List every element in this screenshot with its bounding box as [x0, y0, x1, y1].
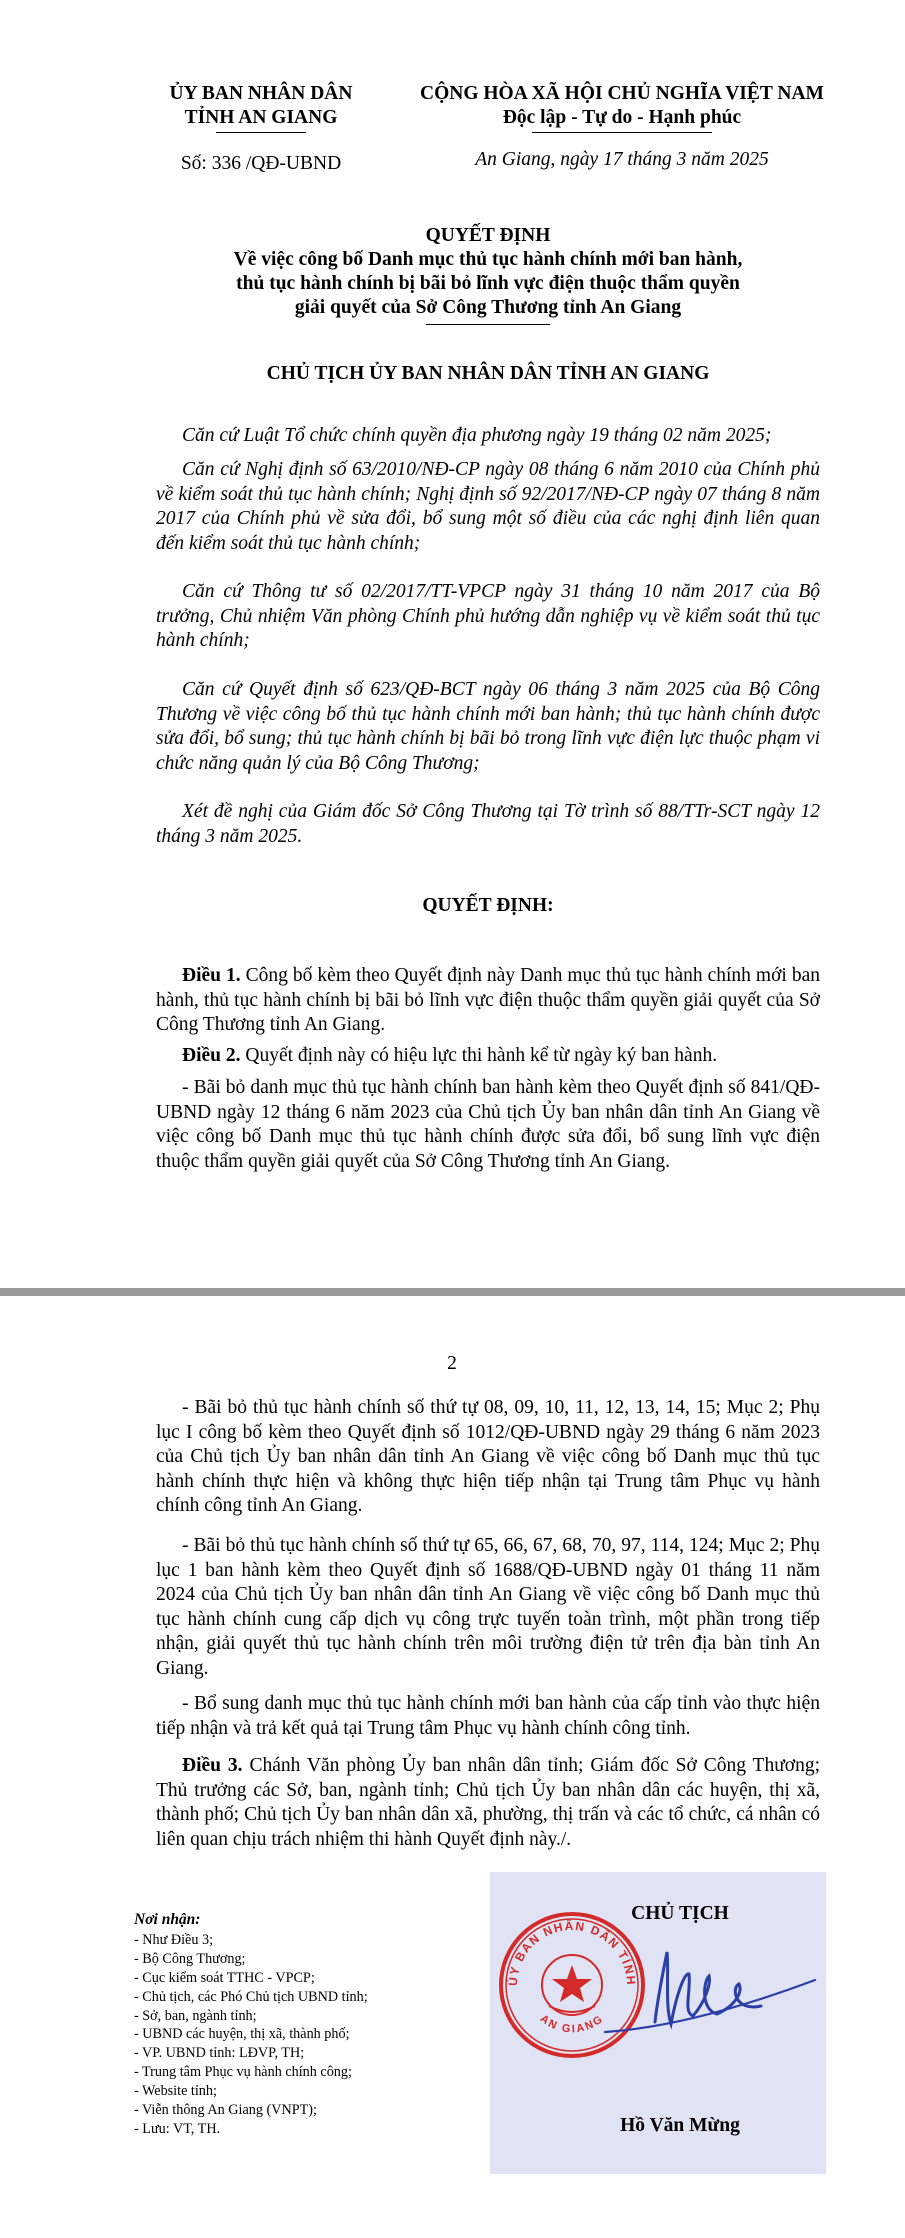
article-1: [156, 964, 820, 1038]
recipient-item: - Website tỉnh;: [134, 2083, 217, 2100]
document-number: Số: 336 /QĐ-UBND: [180, 153, 342, 174]
signer-name: Hồ Văn Mừng: [620, 2115, 740, 2136]
recipient-item: - Cục kiểm soát TTHC - VPCP;: [134, 1969, 315, 1986]
article-1-label: Điều 1.: [182, 965, 241, 986]
issuing-authority: CHỦ TỊCH ỦY BAN NHÂN DÂN TỈNH AN GIANG: [266, 363, 710, 384]
decision-subject-line3: giải quyết của Sở Công Thương tỉnh An Giang: [294, 297, 682, 318]
recipient-item: - Sở, ban, ngành tỉnh;: [134, 2007, 257, 2024]
recipient-item: - VP. UBND tỉnh: LĐVP, TH;: [134, 2045, 305, 2062]
article-2-label: Điều 2.: [182, 1045, 241, 1066]
decision-heading: QUYẾT ĐỊNH:: [422, 895, 554, 916]
recipients-heading: Nơi nhận:: [134, 1911, 201, 1928]
page-separator: [0, 1288, 905, 1296]
article-2-item-4: - Bổ sung danh mục thủ tục hành chính mới ban hành của cấp tỉnh vào thực hiện tiếp nhận và trả kết quả tại Trung tâm Phục vụ hành chính công tỉnh.: [156, 1693, 820, 1739]
preamble-2: Căn cứ Nghị định số 63/2010/NĐ-CP ngày 08 tháng 6 năm 2010 của Chính phủ về kiểm soát thủ tục hành chính; Nghị định số 92/2017/NĐ-CP ngày 07 tháng 8 năm 2017 của Chính phủ về sửa đổi, bổ sung một số điều của các nghị định liên quan đến kiểm soát thủ tục hành chính;: [156, 459, 820, 554]
article-3-label: Điều 3.: [182, 1755, 243, 1776]
issuer-name: ỦY BAN NHÂN DÂN: [169, 83, 353, 104]
place-date: An Giang, ngày 17 tháng 3 năm 2025: [475, 149, 769, 170]
article-2: [156, 1044, 820, 1069]
recipient-item: - Trung tâm Phục vụ hành chính công;: [134, 2064, 352, 2081]
article-2-item-2: - Bãi bỏ thủ tục hành chính số thứ tự 08, 09, 10, 11, 12, 13, 14, 15; Mục 2; Phụ lục I công bố kèm theo Quyết định số 1012/QĐ-UBND ngày 29 tháng 6 năm 2023 của Chủ tịch Ủy ban nhân dân tỉnh An Giang về việc công bố Danh mục thủ tục hành chính thực hiện và không thực hiện tiếp nhận tại Trung tâm Phục vụ hành chính công tỉnh An Giang.: [156, 1397, 820, 1517]
page-number: 2: [447, 1353, 457, 1374]
preamble-4: Căn cứ Quyết định số 623/QĐ-BCT ngày 06 tháng 3 năm 2025 của Bộ Công Thương về việc công bố thủ tục hành chính mới ban hành; thủ tục hành chính được sửa đổi, bổ sung; thủ tục hành chính bị bãi bỏ trong lĩnh vực điện lực thuộc phạm vi chức năng quản lý của Bộ Công Thương;: [156, 679, 820, 774]
article-3: [156, 1754, 820, 1852]
handwritten-signature: [585, 1932, 825, 2052]
recipient-item: - Như Điều 3;: [134, 1931, 214, 1948]
article-2-item-3: - Bãi bỏ thủ tục hành chính số thứ tự 65, 66, 67, 68, 70, 97, 114, 124; Mục 2; Phụ lục 1 ban hành kèm theo Quyết định số 1688/QĐ-UBND ngày 01 tháng 11 năm 2024 của Chủ tịch Ủy ban nhân dân tỉnh An Giang về việc công bố Danh mục thủ tục hành chính cung cấp dịch vụ công trực tuyến toàn trình, một phần trong tiếp nhận, giải quyết thủ tục hành chính trên môi trường điện tử trên địa bàn tỉnh An Giang.: [156, 1535, 820, 1679]
recipients-block: [134, 1911, 474, 2139]
svg-text:AN GIANG: AN GIANG: [537, 2012, 607, 2036]
article-1-text: Công bố kèm theo Quyết định này Danh mục thủ tục hành chính mới ban hành, thủ tục hành chính bị bãi bỏ lĩnh vực điện thuộc thẩm quyền giải quyết của Sở Công Thương tỉnh An Giang.: [156, 965, 820, 1036]
signer-title: CHỦ TỊCH: [631, 1903, 729, 1924]
motto-underline: [532, 132, 712, 133]
article-3-text: Chánh Văn phòng Ủy ban nhân dân tỉnh; Giám đốc Sở Công Thương; Thủ trưởng các Sở, ban, ngành tỉnh; Chủ tịch Ủy ban nhân dân các huyện, thị xã, thành phố; Chủ tịch Ủy ban nhân dân xã, phường, thị trấn và các tổ chức, cá nhân có liên quan chịu trách nhiệm thi hành Quyết định này./.: [156, 1755, 820, 1850]
preamble-3: Căn cứ Thông tư số 02/2017/TT-VPCP ngày 31 tháng 10 năm 2017 của Bộ trưởng, Chủ nhiệm Văn phòng Chính phủ hướng dẫn nghiệp vụ về kiểm soát thủ tục hành chính;: [156, 581, 820, 652]
issuer-province: TỈNH AN GIANG: [184, 107, 338, 128]
article-2-item-1: - Bãi bỏ danh mục thủ tục hành chính ban hành kèm theo Quyết định số 841/QĐ-UBND ngày 12 tháng 6 năm 2023 của Chủ tịch Ủy ban nhân dân tỉnh An Giang về việc công bố Danh mục thủ tục hành chính được sửa đổi, bổ sung lĩnh vực điện thuộc thẩm quyền giải quyết của Sở Công Thương tỉnh An Giang.: [156, 1077, 820, 1172]
national-title: CỘNG HÒA XÃ HỘI CHỦ NGHĨA VIỆT NAM: [420, 83, 824, 104]
preamble-1: Căn cứ Luật Tổ chức chính quyền địa phương ngày 19 tháng 02 năm 2025;: [182, 425, 772, 446]
recipient-item: - Viễn thông An Giang (VNPT);: [134, 2102, 317, 2119]
recipient-item: - UBND các huyện, thị xã, thành phố;: [134, 2026, 350, 2043]
decision-subject-line1: Về việc công bố Danh mục thủ tục hành chính mới ban hành,: [233, 249, 743, 270]
subject-underline: [426, 324, 550, 325]
svg-text:ỦY BAN NHÂN DÂN TỈNH: ỦY BAN NHÂN DÂN TỈNH: [505, 1918, 639, 1987]
decision-subject-line2: thủ tục hành chính bị bãi bỏ lĩnh vực điện thuộc thẩm quyền: [236, 273, 740, 294]
decision-title: QUYẾT ĐỊNH: [425, 225, 551, 246]
national-motto: Độc lập - Tự do - Hạnh phúc: [502, 107, 742, 128]
recipient-item: - Chủ tịch, các Phó Chủ tịch UBND tỉnh;: [134, 1988, 368, 2005]
recipient-item: - Lưu: VT, TH.: [134, 2120, 221, 2137]
recipient-item: - Bộ Công Thương;: [134, 1950, 246, 1967]
preamble-5: Xét đề nghị của Giám đốc Sở Công Thương tại Tờ trình số 88/TTr-SCT ngày 12 tháng 3 năm 2025.: [156, 801, 820, 847]
article-2-text: Quyết định này có hiệu lực thi hành kể từ ngày ký ban hành.: [240, 1045, 718, 1066]
issuer-underline: [216, 132, 306, 133]
